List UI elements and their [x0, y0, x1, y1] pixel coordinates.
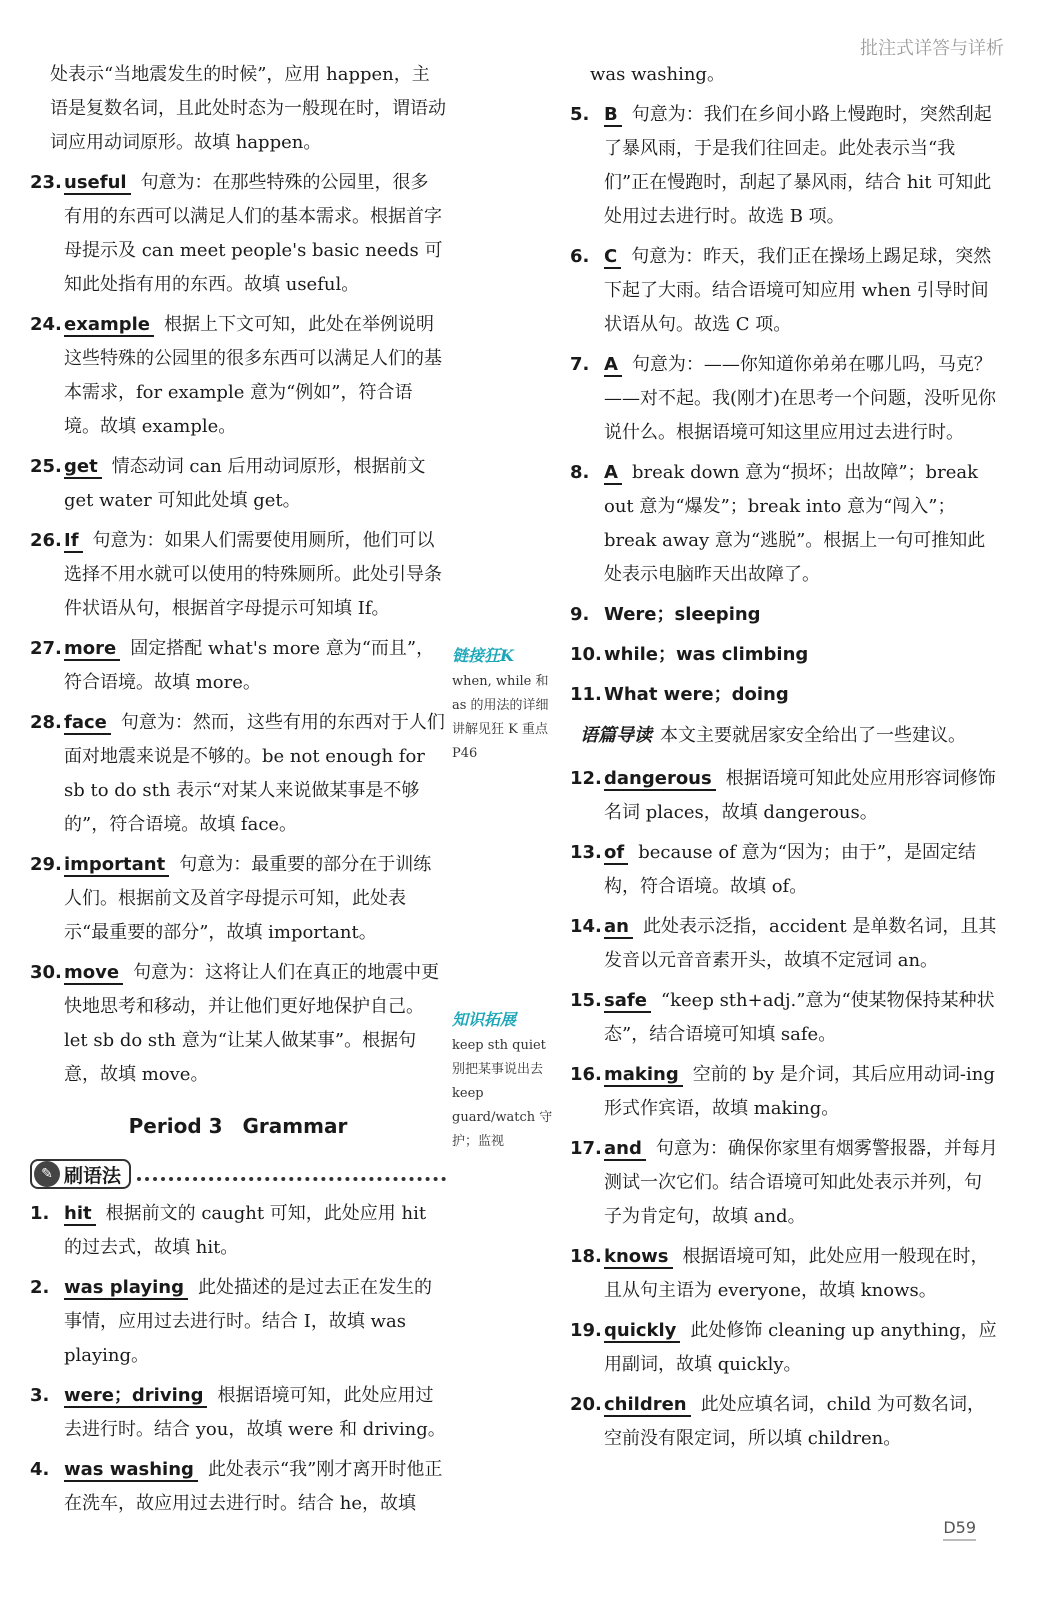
- right-column: [570, 58, 998, 1462]
- answer-item: [570, 984, 998, 1052]
- answer-word: safe: [604, 990, 651, 1013]
- explanation-text: 句意为：我们在乡间小路上慢跑时，突然刮起了暴风雨，于是我们往回走。此处表示当“我们”正在慢跑时，刮起了暴风雨，结合 hit 可知此处用过去进行时。故选 B 项。: [604, 104, 992, 227]
- answer-word: Were；sleeping: [604, 604, 761, 625]
- item-number: 9.: [570, 604, 590, 625]
- explanation-text: 根据语境可知，此处应用过去进行时。结合 you，故填 were 和 driving。: [64, 1385, 446, 1440]
- answer-word: were；driving: [64, 1385, 207, 1408]
- continued-text: 处表示“当地震发生的时候”，应用 happen，主语是复数名词，且此处时态为一般现在时，谓语动词应用动词原形。故填 happen。: [50, 64, 446, 153]
- item-number: 11.: [570, 684, 602, 705]
- answer-item: [570, 1240, 998, 1308]
- answer-item: [570, 240, 998, 342]
- answer-word: was washing: [64, 1459, 198, 1482]
- item-number: 15.: [570, 990, 602, 1011]
- answer-item: [570, 638, 998, 672]
- answer-word: important: [64, 854, 169, 877]
- item-number: 10.: [570, 644, 602, 665]
- answer-item: [570, 348, 998, 450]
- answer-word: A: [604, 462, 622, 485]
- explanation-text: 句意为：然而，这些有用的东西对于人们面对地震来说是不够的。be not enough for sb to do sth 表示“对某人来说做某事是不够的”，符合语境。故填 face。: [64, 712, 445, 835]
- item-number: 24.: [30, 314, 62, 335]
- explanation-text: 此处表示泛指，accident 是单数名词，且其发音以元音音素开头，故填不定冠词 an。: [604, 916, 997, 971]
- explanation-text: “keep sth+adj.”意为“使某物保持某种状态”，结合语境可知填 safe。: [604, 990, 995, 1045]
- item-number: 30.: [30, 962, 62, 983]
- pencil-icon: ✎: [34, 1161, 60, 1187]
- answer-item: [30, 1379, 446, 1447]
- answer-word: children: [604, 1394, 691, 1417]
- item-number: 28.: [30, 712, 62, 733]
- answer-item: [30, 956, 446, 1092]
- explanation-text: 句意为：昨天，我们正在操场上踢足球，突然下起了大雨。结合语境可知应用 when 引导时间状语从句。故选 C 项。: [604, 246, 992, 335]
- item-number: 16.: [570, 1064, 602, 1085]
- side-note-knowledge: [452, 1008, 560, 1154]
- answer-item: [570, 1058, 998, 1126]
- explanation-text: 根据上下文可知，此处在举例说明这些特殊的公园里的很多东西可以满足人们的基本需求，for example 意为“例如”，符合语境。故填 example。: [64, 314, 442, 437]
- item-number: 7.: [570, 354, 590, 375]
- answer-item: [30, 1197, 446, 1265]
- item-number: 17.: [570, 1138, 602, 1159]
- side-note-text: when, while 和 as 的用法的详细讲解见狂 K 重点 P46: [452, 674, 549, 761]
- item-number: 5.: [570, 104, 590, 125]
- answer-item: [570, 762, 998, 830]
- answer-item: [570, 910, 998, 978]
- explanation-text: 根据前文的 caught 可知，此处应用 hit 的过去式，故填 hit。: [64, 1203, 427, 1258]
- page-header-title: 批注式详答与详析: [860, 38, 1004, 59]
- explanation-text: 根据语境可知，此处应用一般现在时，且从句主语为 everyone，故填 knows。: [604, 1246, 989, 1301]
- answer-item: [570, 598, 998, 632]
- guide-label: 语篇导读: [580, 725, 652, 746]
- answer-word: A: [604, 354, 622, 377]
- item-number: 12.: [570, 768, 602, 789]
- answer-word: get: [64, 456, 102, 479]
- item-number: 26.: [30, 530, 62, 551]
- side-note-text: keep sth quiet 别把某事说出去 keep guard/watch 守护；监视: [452, 1038, 553, 1149]
- answer-word: making: [604, 1064, 683, 1087]
- explanation-text: 句意为：最重要的部分在于训练人们。根据前文及首字母提示可知，此处表示“最重要的部分”，故填 important。: [64, 854, 432, 943]
- answer-item: [30, 632, 446, 700]
- answer-word: What were；doing: [604, 684, 789, 705]
- explanation-text: 句意为：确保你家里有烟雾警报器，并每月测试一次它们。结合语境可知此处表示并列，句子为肯定句，故填 and。: [604, 1138, 998, 1227]
- explanation-text: because of 意为“因为；由于”，是固定结构，符合语境。故填 of。: [604, 842, 977, 897]
- answer-word: while；was climbing: [604, 644, 809, 665]
- item-number: 23.: [30, 172, 62, 193]
- answer-item: [570, 456, 998, 592]
- answer-word: was playing: [64, 1277, 188, 1300]
- item-number: 3.: [30, 1385, 50, 1406]
- answer-word: useful: [64, 172, 131, 195]
- answer-item: [570, 1388, 998, 1456]
- item-number: 19.: [570, 1320, 602, 1341]
- answer-word: more: [64, 638, 120, 661]
- answer-word: hit: [64, 1203, 96, 1226]
- answer-word: and: [604, 1138, 646, 1161]
- item-number: 4.: [30, 1459, 50, 1480]
- left-column: [30, 58, 446, 1527]
- answer-list: [570, 762, 998, 1456]
- side-note-title: 知识拓展: [452, 1010, 517, 1029]
- explanation-text: 根据语境可知此处应用形容词修饰名词 places，故填 dangerous。: [604, 768, 996, 823]
- side-note-title: 链接狂K: [452, 646, 514, 665]
- answer-item: [30, 1271, 446, 1373]
- answer-word: C: [604, 246, 621, 269]
- grammar-answer-list: [30, 1197, 446, 1521]
- section-badge: [30, 1159, 131, 1189]
- answer-word: quickly: [604, 1320, 680, 1343]
- answer-word: face: [64, 712, 111, 735]
- explanation-text: 此处描述的是过去正在发生的事情，应用过去进行时。结合 I，故填 was playing。: [64, 1277, 433, 1366]
- answer-list: [30, 166, 446, 1092]
- side-note-link: [452, 644, 560, 766]
- period-title: Period 3 Grammar: [128, 1114, 348, 1138]
- item-number: 25.: [30, 456, 62, 477]
- answer-item: [30, 308, 446, 444]
- continued-text: was washing。: [590, 64, 725, 85]
- answer-item: [570, 836, 998, 904]
- explanation-text: 此处修饰 cleaning up anything，应用副词，故填 quickly。: [604, 1320, 997, 1375]
- reading-guide: [580, 720, 998, 752]
- explanation-text: 句意为：这将让人们在真正的地震中更快地思考和移动，并让他们更好地保护自己。let sb do sth 意为“让某人做某事”。根据句意，故填 move。: [64, 962, 440, 1085]
- explanation-text: break down 意为“损坏；出故障”；break out 意为“爆发”；break into 意为“闯入”；break away 意为“逃脱”。根据上一句可推知此处表示电脑昨天出故障了。: [604, 462, 986, 585]
- section-label: 刷语法: [64, 1164, 122, 1187]
- explanation-text: 句意为：——你知道你弟弟在哪儿吗，马克？——对不起。我(刚才)在思考一个问题，没听见你说什么。根据语境可知这里应用过去进行时。: [604, 354, 997, 443]
- explanation-text: 固定搭配 what's more 意为“而且”，符合语境。故填 more。: [64, 638, 435, 693]
- answer-word: an: [604, 916, 633, 939]
- explanation-text: 空前的 by 是介词，其后应用动词-ing 形式作宾语，故填 making。: [604, 1064, 995, 1119]
- answer-list: [570, 98, 998, 712]
- answer-item: [570, 98, 998, 234]
- answer-item: [30, 706, 446, 842]
- answer-word: move: [64, 962, 123, 985]
- answer-item: [30, 524, 446, 626]
- explanation-text: 句意为：在那些特殊的公园里，很多有用的东西可以满足人们的基本需求。根据首字母提示及 can meet people's basic needs 可知此处指有用的东西。故填 useful。: [64, 172, 443, 295]
- item-number: 8.: [570, 462, 590, 483]
- answer-word: of: [604, 842, 628, 865]
- answer-word: example: [64, 314, 154, 337]
- item-number: 27.: [30, 638, 62, 659]
- item-number: 13.: [570, 842, 602, 863]
- answer-item: [30, 166, 446, 302]
- page-number: D59: [943, 1518, 976, 1541]
- item-number: 20.: [570, 1394, 602, 1415]
- item-number: 1.: [30, 1203, 50, 1224]
- answer-word: knows: [604, 1246, 673, 1269]
- explanation-text: 此处表示“我”刚才离开时他正在洗车，故应用过去进行时。结合 he，故填: [64, 1459, 443, 1514]
- answer-item: [30, 848, 446, 950]
- answer-item: [570, 1132, 998, 1234]
- answer-item: [30, 1453, 446, 1521]
- answer-word: dangerous: [604, 768, 716, 791]
- dotted-divider: [137, 1167, 446, 1181]
- explanation-text: 句意为：如果人们需要使用厕所，他们可以选择不用水就可以使用的特殊厕所。此处引导条件状语从句，根据首字母提示可知填 If。: [64, 530, 442, 619]
- answer-item: [570, 1314, 998, 1382]
- answer-item: [30, 450, 446, 518]
- item-number: 6.: [570, 246, 590, 267]
- section-header: [30, 1157, 446, 1191]
- answer-word: If: [64, 530, 83, 553]
- item-number: 18.: [570, 1246, 602, 1267]
- answer-item: [570, 678, 998, 712]
- guide-text: 本文主要就居家安全给出了一些建议。: [660, 725, 966, 746]
- item-number: 2.: [30, 1277, 50, 1298]
- item-number: 29.: [30, 854, 62, 875]
- explanation-text: 情态动词 can 后用动词原形，根据前文 get water 可知此处填 get。: [64, 456, 426, 511]
- answer-word: B: [604, 104, 622, 127]
- explanation-text: 此处应填名词，child 为可数名词，空前没有限定词，所以填 children。: [604, 1394, 986, 1449]
- item-number: 14.: [570, 916, 602, 937]
